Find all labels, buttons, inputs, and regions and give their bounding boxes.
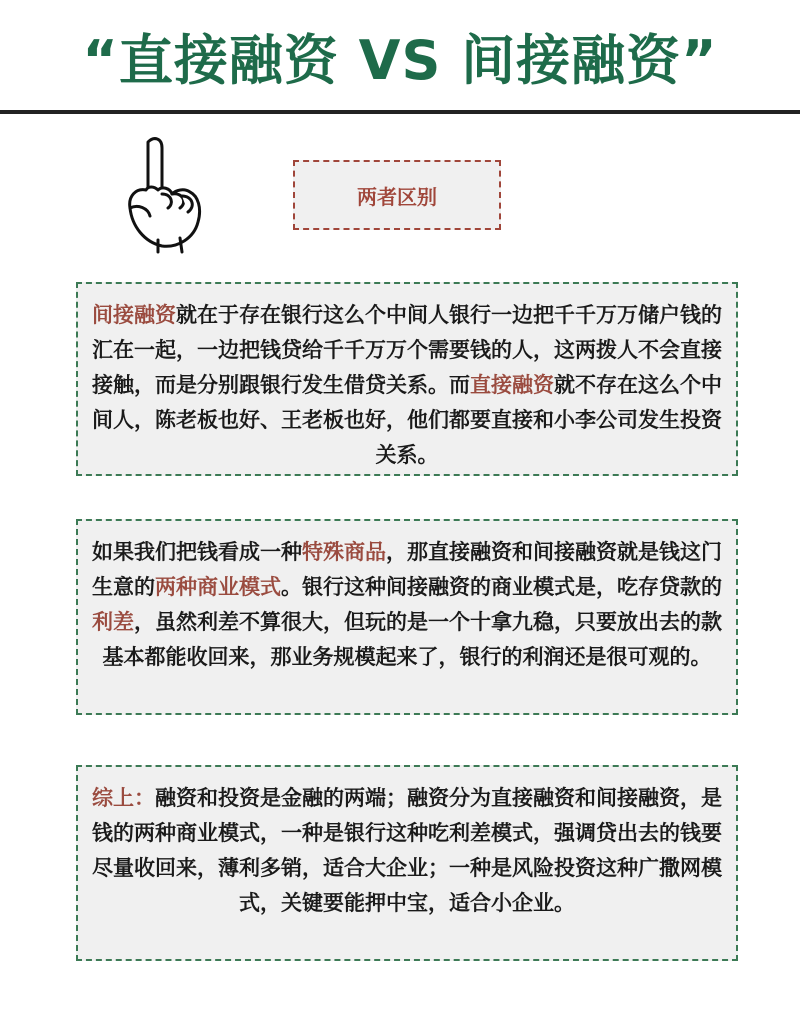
summary-card (76, 765, 738, 961)
card1-text-b: 就不存在这么个中间人，陈老板也好、王老板也好，他们都要直接和小李公司发生投资关系。 (92, 373, 722, 467)
special-goods-term: 特殊商品 (302, 540, 386, 564)
pointing-hand-icon (118, 134, 208, 254)
business-model-card (76, 519, 738, 715)
summary-text: 融资和投资是金融的两端；融资分为直接融资和间接融资，是钱的两种商业模式，一种是银行这种吃利差模式，强调贷出去的钱要尽量收回来，薄利多销，适合大企业；一种是风险投资这种广撒网模式，关键要能押中宝，适合小企业。 (92, 786, 722, 915)
card1-text-a: 就在于存在银行这么个中间人银行一边把千千万万储户钱的汇在一起，一边把钱贷给千千万万个需要钱的人，这两拨人不会直接接触，而是分别跟银行发生借贷关系。而 (92, 303, 722, 397)
page-title: “直接融资 VS 间接融资” (82, 29, 718, 92)
difference-label: 两者区别 (357, 184, 437, 209)
card2-text-a: 如果我们把钱看成一种 (92, 540, 302, 564)
indirect-financing-term: 间接融资 (92, 303, 176, 327)
card2-text-d: ，虽然利差不算很大，但玩的是一个十拿九稳，只要放出去的款基本都能收回来，那业务规模起来了，银行的利润还是很可观的。 (102, 610, 722, 669)
direct-financing-term: 直接融资 (470, 373, 554, 397)
card2-text-c: 。银行这种间接融资的商业模式是，吃存贷款的 (281, 575, 722, 599)
card2-paragraph (90, 535, 724, 675)
title-bar (0, 0, 800, 112)
card1-paragraph (90, 298, 724, 473)
card2-text-b: ，那直接融资和间接融资就是钱这门生意的 (92, 540, 722, 599)
difference-label-box (293, 160, 501, 230)
two-business-models-term: 两种商业模式 (155, 575, 281, 599)
card3-paragraph (90, 781, 724, 921)
summary-label: 综上： (92, 786, 155, 810)
interest-spread-term: 利差 (92, 610, 134, 634)
title-divider (0, 110, 800, 114)
indirect-financing-card (76, 282, 738, 476)
